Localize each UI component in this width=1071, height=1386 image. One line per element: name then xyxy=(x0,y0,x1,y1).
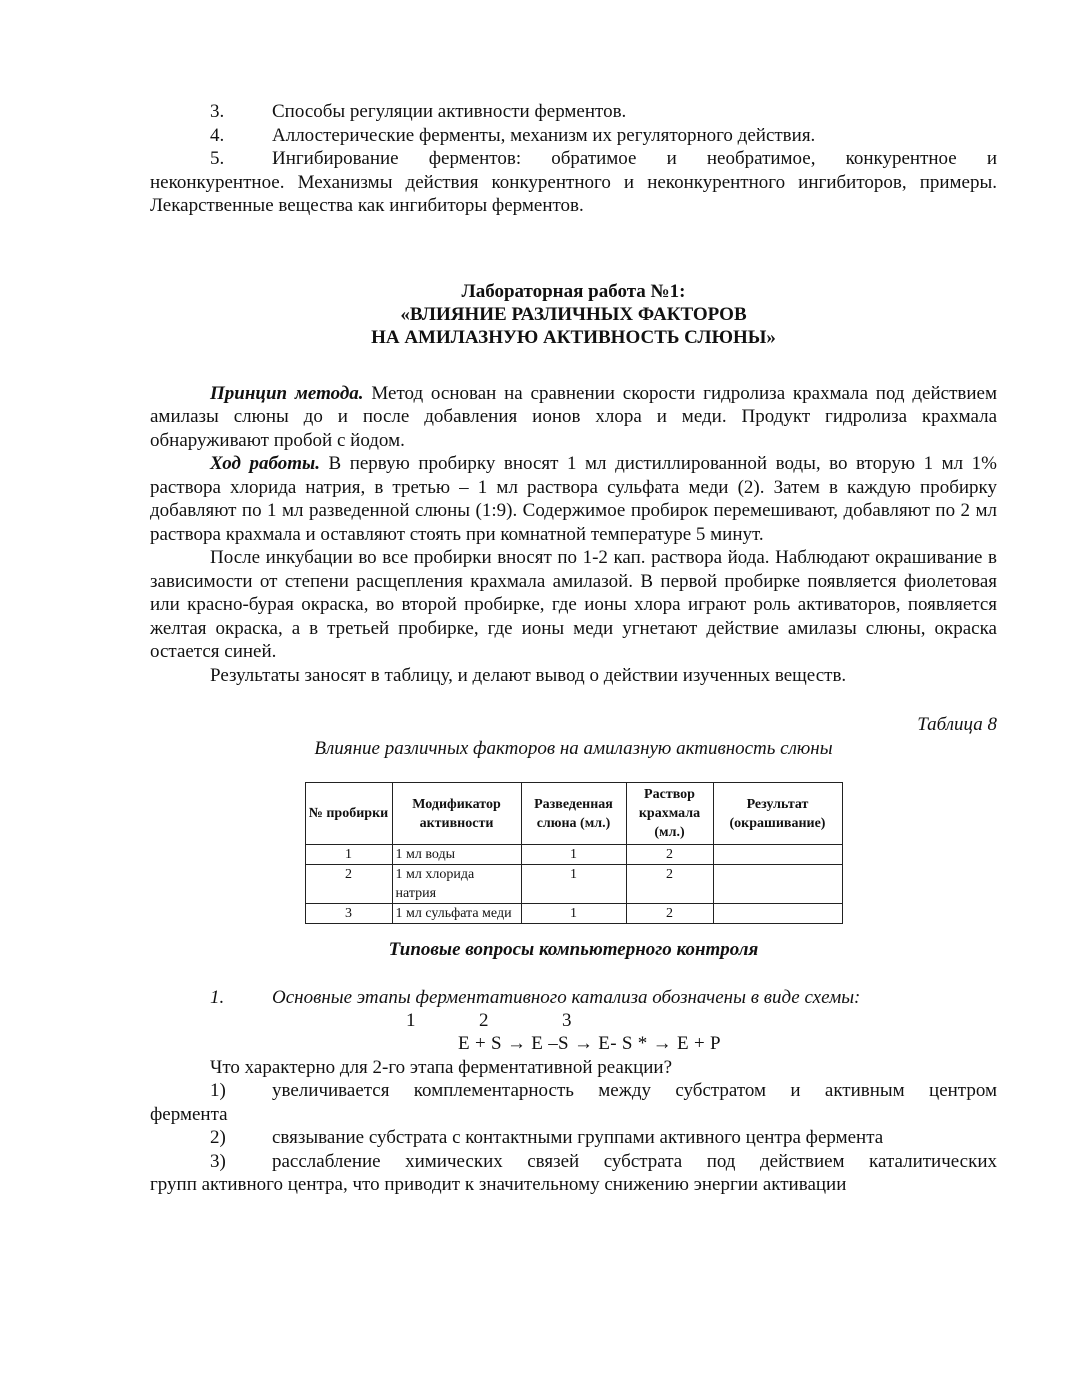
answer-continuation: групп активного центра, что приводит к значительному снижению энергии активации xyxy=(150,1174,847,1195)
answer-number: 3) xyxy=(210,1150,226,1172)
scheme-step-number: 3 xyxy=(562,1010,572,1031)
table-cell: 1 xyxy=(521,845,626,865)
table-cell xyxy=(713,904,842,924)
answer-option-3 xyxy=(150,1150,997,1174)
table-cell: 1 xyxy=(521,865,626,904)
scheme-step-number: 1 xyxy=(406,1010,416,1031)
results-paragraph: Результаты заносят в таблицу, и делают вывод о действии изученных веществ. xyxy=(210,664,847,686)
lab-title-line: Лабораторная работа №1: xyxy=(461,280,686,302)
question-prompt: Что характерно для 2-го этапа ферментативной реакции? xyxy=(210,1056,673,1078)
answer-option-1 xyxy=(150,1079,997,1103)
intro-item-3 xyxy=(150,100,997,124)
answer-text: увеличивается комплементарность между субстратом и активным центром xyxy=(272,1080,997,1101)
table-caption: Влияние различных факторов на амилазную активность слюны xyxy=(314,737,833,759)
question-number: 1. xyxy=(210,986,225,1008)
intro-item-number: 5. xyxy=(210,148,225,169)
principle-text: Метод основан на сравнении скорости гидролиза крахмала под действием амилазы слюны до и после добавления ионов хлора и меди. Продукт гидролиза крахмала обнаруживают пробой с йодом. xyxy=(150,382,997,451)
intro-item-5-continuation: неконкурентное. Механизмы действия конкурентного и неконкурентного ингибиторов, примеры. Лекарственные вещества как ингибиторы ферментов. xyxy=(150,171,997,216)
table-header-cell: Результат (окрашивание) xyxy=(713,783,842,845)
intro-item-4 xyxy=(150,124,997,148)
lab-title-line: «ВЛИЯНИЕ РАЗЛИЧНЫХ ФАКТОРОВ xyxy=(400,303,747,325)
intro-item-text: Способы регуляции активности ферментов. xyxy=(272,101,627,122)
table-cell: 1 xyxy=(305,845,392,865)
question-text: Основные этапы ферментативного катализа обозначены в виде схемы: xyxy=(272,986,861,1008)
table-cell: 2 xyxy=(626,904,713,924)
scheme-step-number: 2 xyxy=(479,1010,489,1031)
questions-heading: Типовые вопросы компьютерного контроля xyxy=(388,939,759,960)
lab-title xyxy=(150,280,997,349)
results-table xyxy=(305,782,843,924)
table-cell: 1 мл воды xyxy=(392,845,521,865)
procedure-text: В первую пробирку вносят 1 мл дистиллированной воды, во вторую 1 мл 1% раствора хлорида натрия, в третью – 1 мл раствора сульфата меди (2). Затем в каждую пробирку добавляют по 1 мл разведенной слюны (1:9). Содержимое пробирок перемешивают, добавляют по 2 мл раствора крахмала и оставляют стоять при комнатной температуре 5 минут. xyxy=(150,453,997,545)
table-row xyxy=(305,845,842,865)
document-page xyxy=(150,100,997,1197)
principle-paragraph xyxy=(150,382,997,453)
table-cell: 1 мл сульфата меди xyxy=(392,904,521,924)
table-header-cell: Разведенная слюна (мл.) xyxy=(521,783,626,845)
table-cell: 3 xyxy=(305,904,392,924)
table-cell: 1 xyxy=(521,904,626,924)
reaction-scheme: E + S → E –S → E- S * → E + P xyxy=(458,1033,721,1054)
table-header-cell: № пробирки xyxy=(305,783,392,845)
table-cell: 2 xyxy=(305,865,392,904)
lab-title-line: НА АМИЛАЗНУЮ АКТИВНОСТЬ СЛЮНЫ» xyxy=(371,326,776,348)
procedure-paragraph xyxy=(150,452,997,546)
incubation-paragraph: После инкубации во все пробирки вносят по 1-2 кап. раствора йода. Наблюдают окрашивание в зависимости от степени расщепления крахмала амилазой. В первой пробирке появляется фиолетовая или красно-бурая окраска, во второй пробирке, где ионы хлора играют роль активаторов, появляется желтая окраска, а в третьей пробирке, где ионы меди угнетают действие амилазы слюны, окраска остается синей. xyxy=(150,547,997,662)
answer-text: расслабление химических связей субстрата под действием каталитических xyxy=(272,1150,997,1172)
scheme-step-numbers xyxy=(150,1009,997,1032)
table-cell xyxy=(713,845,842,865)
intro-item-5 xyxy=(150,147,997,171)
table-row xyxy=(305,865,842,904)
table-row xyxy=(305,904,842,924)
question-1 xyxy=(150,986,997,1010)
table-cell: 2 xyxy=(626,865,713,904)
answer-number: 1) xyxy=(210,1080,226,1101)
table-header-row xyxy=(305,783,842,845)
intro-item-text: Аллостерические ферменты, механизм их регуляторного действия. xyxy=(272,124,816,146)
table-cell: 1 мл хлорида натрия xyxy=(392,865,521,904)
table-cell: 2 xyxy=(626,845,713,865)
answer-continuation: фермента xyxy=(150,1103,228,1125)
intro-item-number: 4. xyxy=(210,124,225,146)
answer-option-2 xyxy=(150,1126,997,1150)
answer-number: 2) xyxy=(210,1127,226,1148)
procedure-label: Ход работы. xyxy=(210,453,320,474)
intro-item-text: Ингибирование ферментов: обратимое и необратимое, конкурентное и xyxy=(272,148,997,169)
table-header-cell: Раствор крахмала (мл.) xyxy=(626,783,713,845)
table-header-cell: Модификатор активности xyxy=(392,783,521,845)
intro-item-number: 3. xyxy=(210,101,225,122)
principle-label: Принцип метода. xyxy=(210,382,364,404)
table-cell xyxy=(713,865,842,904)
table-label: Таблица 8 xyxy=(917,714,997,735)
answer-text: связывание субстрата с контактными группами активного центра фермента xyxy=(272,1127,884,1148)
